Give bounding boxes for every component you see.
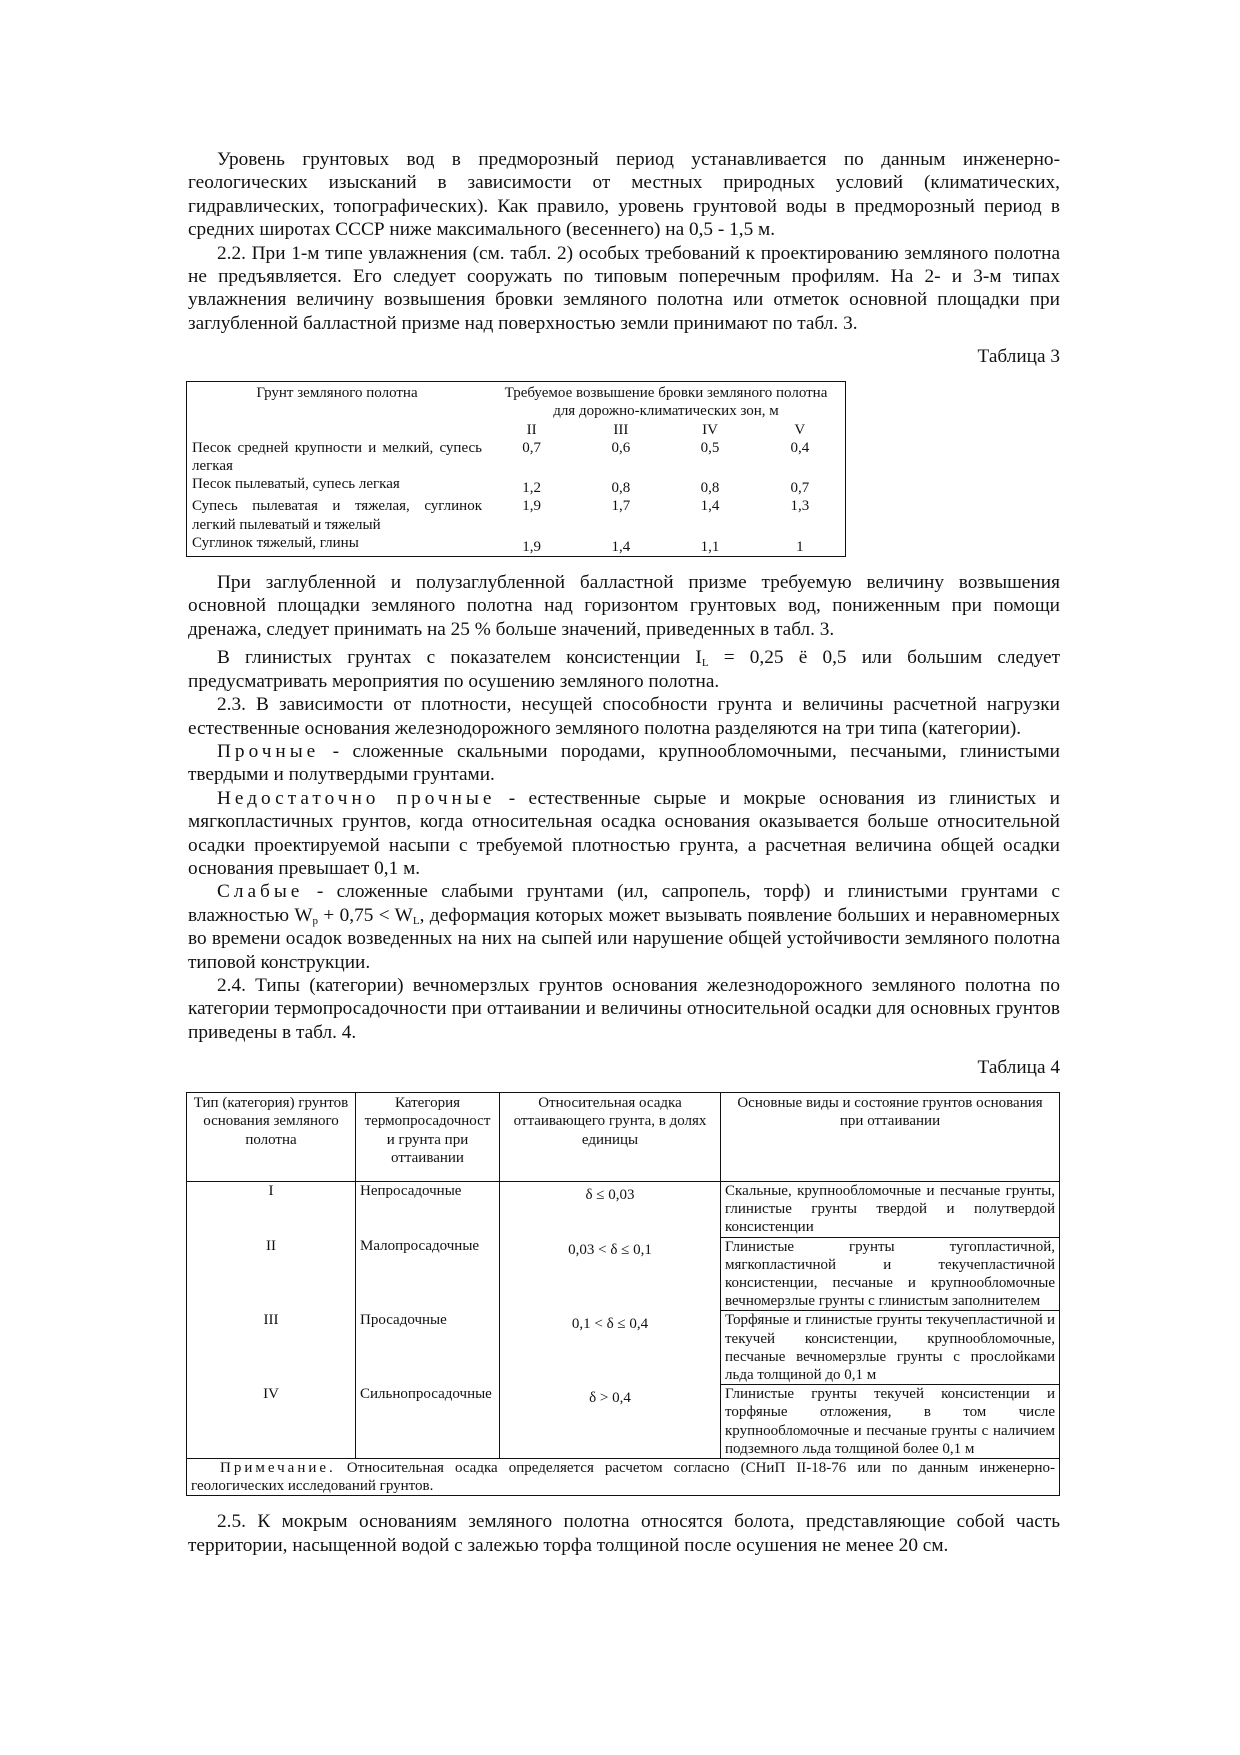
paragraph-2-5: 2.5. К мокрым основаниям земляного полотна относятся болота, представляющие собой часть территории, насыщенной водой с залежью торфа толщиной после осушения не менее 20 см. (188, 1511, 1060, 1556)
table3-value: 1,4 (700, 498, 720, 515)
table3-zone: III (613, 421, 629, 438)
table4-settlement: 0,03 < δ ≤ 0,1 (500, 1237, 721, 1311)
table4-header: Тип (категория) грунтов основания земляного полотна (187, 1093, 356, 1182)
table-row (187, 534, 846, 557)
table3-value: 0,5 (700, 439, 720, 456)
paragraph-2-2: 2.2. При 1-м типе увлажнения (см. табл. 2) особых требований к проектированию земляного полотна не предъявляется. Его следует сооружать по типовым поперечным профилям. На 2- и 3-м типах увлажнения величину возвышения бровки земляного полотна или отметок основной площадки при заглубленной балластной призме над поверхностью земли принимают по табл. 3. (188, 242, 1060, 334)
table-row (187, 439, 846, 475)
term-strong: Прочные (217, 740, 320, 762)
table4-category: Просадочные (356, 1311, 500, 1385)
table4-settlement: δ ≤ 0,03 (500, 1182, 721, 1238)
paragraph-weak: Слабые - сложенные слабыми грунтами (ил, сапропель, торф) и глинистыми грунтами с влажностью $W_p + 0,75 < W_L$, деформация которых может вызывать появление больших и неравномерных во времени осадок возведенных на них на сыпей или нарушение общей устойчивости земляного полотна типовой конструкции. (188, 881, 1061, 973)
table3-soil: Песок пылеватый, супесь легкая (192, 476, 400, 493)
table3-value: 1,4 (611, 538, 631, 555)
table-3 (186, 381, 846, 557)
table3-soil: Песок средней крупности и мелкий, супесь легкая (192, 439, 482, 475)
table-row (187, 497, 846, 533)
table3-value: 1,2 (522, 480, 541, 497)
paragraph-insufficient: Недостаточно прочные - естественные сырые и мокрые основания из глинистых и мягкопластичных грунтов, когда относительная осадка основания оказывается больше относительной осадки проектируемой насыпи с требуемой плотностью грунта, а расчетная величина общей осадки основания превышает 0,1 м. (188, 787, 1060, 879)
table4-header-row (187, 1093, 1060, 1182)
table3-value: 1,7 (611, 498, 631, 515)
table3-header-row (187, 382, 846, 421)
table4-category: Непросадочные (356, 1182, 500, 1238)
note-term: Примечание. (220, 1460, 336, 1477)
table4-settlement: δ > 0,4 (500, 1385, 721, 1459)
table3-value: 0,8 (700, 480, 720, 497)
table4-category: Сильнопросадочные (356, 1385, 500, 1459)
term-insufficient: Недостаточно прочные (217, 787, 496, 809)
table-row (187, 1237, 1060, 1311)
document-page (188, 148, 1060, 1557)
paragraph-2-3: 2.3. В зависимости от плотности, несущей способности грунта и величины расчетной нагрузки естественные основания железнодорожного земляного полотна разделяются на три типа (категории). (188, 694, 1060, 739)
table3-value: 1,3 (790, 498, 810, 515)
paragraph-strong: Прочные - сложенные скальными породами, крупнообломочными, песчаными, глинистыми твердыми и полутвердыми грунтами. (188, 740, 1060, 786)
table-row (187, 1385, 1060, 1459)
table4-type: II (266, 1238, 276, 1255)
table3-value: 0,8 (611, 480, 631, 497)
table4-header: Основные виды и состояние грунтов основания при оттаивании (721, 1093, 1060, 1182)
table3-value: 0,6 (611, 439, 631, 456)
table-row (187, 1311, 1060, 1385)
table4-note: Примечание. Относительная осадка определяется расчетом согласно (СНиП II-18-76 или по данным инженерно-геологических исследований грунтов. (187, 1459, 1060, 1496)
table4-description: Глинистые грунты текучей консистенции и торфяные отложения, в том числе крупнообломочные и песчаные грунты с наличием подземного льда толщиной более 0,1 м (721, 1385, 1060, 1459)
table3-zones-row (187, 421, 846, 439)
table3-zone: IV (702, 421, 718, 438)
table3-value: 1,9 (522, 498, 541, 515)
table-4 (186, 1092, 1060, 1496)
table3-caption: Таблица 3 (977, 346, 1060, 368)
table3-zone: V (794, 421, 806, 438)
table3-zone: II (526, 421, 537, 438)
table3-value: 1,9 (522, 538, 541, 555)
table4-type: I (268, 1183, 274, 1200)
table3-value: 1 (796, 538, 804, 555)
paragraph-2-4: 2.4. Типы (категории) вечномерзлых грунтов основания железнодорожного земляного полотна по категории термопросадочности при оттаивании и величины относительной осадки для основных грунтов приведены в табл. 4. (188, 974, 1060, 1043)
paragraph-ballast: При заглубленной и полузаглубленной балластной призме требуемую величину возвышения основной площадки земляного полотна над горизонтом грунтовых вод, пониженным при помощи дренажа, следует принимать на 25 % больше значений, приведенных в табл. 3. (188, 572, 1060, 640)
table4-note-row (187, 1459, 1060, 1496)
table4-description: Глинистые грунты тугопластичной, мягкопластичной и текучепластичной консистенции, песчаные и крупнообломочные вечномерзлые грунты с глинистым заполнителем (721, 1237, 1060, 1311)
table-row (187, 475, 846, 497)
table3-value: 1,1 (700, 538, 720, 555)
table3-header-soil: Грунт земляного полотна (256, 385, 418, 402)
table-row (187, 1182, 1060, 1238)
table3-header-requirement: Требуемое возвышение бровки земляного полотна для дорожно-климатических зон, м (504, 385, 828, 420)
table4-type: III (263, 1311, 279, 1328)
table4-caption: Таблица 4 (977, 1057, 1060, 1079)
table3-soil: Суглинок тяжелый, глины (192, 534, 359, 551)
table3-soil: Супесь пылеватая и тяжелая, суглинок легкий пылеватый и тяжелый (192, 498, 482, 533)
table4-description: Скальные, крупнообломочные и песчаные грунты, глинистые грунты твердой и полутвердой консистенции (721, 1182, 1060, 1238)
term-weak: Слабые (217, 881, 304, 903)
table3-value: 0,7 (522, 439, 541, 456)
table3-value: 0,7 (790, 480, 810, 497)
table4-header: Относительная осадка оттаивающего грунта, в долях единицы (500, 1093, 721, 1182)
table4-type: IV (263, 1385, 279, 1402)
paragraph-groundwater: Уровень грунтовых вод в предморозный период устанавливается по данным инженерно-геологических изысканий в зависимости от местных природных условий (климатических, гидравлических, топографических). Как правило, уровень грунтовой воды в предморозный период в средних широтах СССР ниже максимального (весеннего) на 0,5 - 1,5 м. (188, 149, 1060, 241)
table4-header: Категория термопросадочност и грунта при оттаивании (356, 1093, 500, 1182)
table4-category: Малопросадочные (356, 1237, 500, 1311)
paragraph-clay-consistency: В глинистых грунтах с показателем консистенции $I_L = 0,25$ ё 0,5 или большим следует предусматривать мероприятия по осушению земляного полотна. (188, 647, 1060, 692)
table4-settlement: 0,1 < δ ≤ 0,4 (500, 1311, 721, 1385)
table4-description: Торфяные и глинистые грунты текучепластичной и текучей консистенции, крупнообломочные, песчаные вечномерзлые грунты с прослойками льда толщиной до 0,1 м (721, 1311, 1060, 1385)
table3-value: 0,4 (790, 439, 810, 456)
